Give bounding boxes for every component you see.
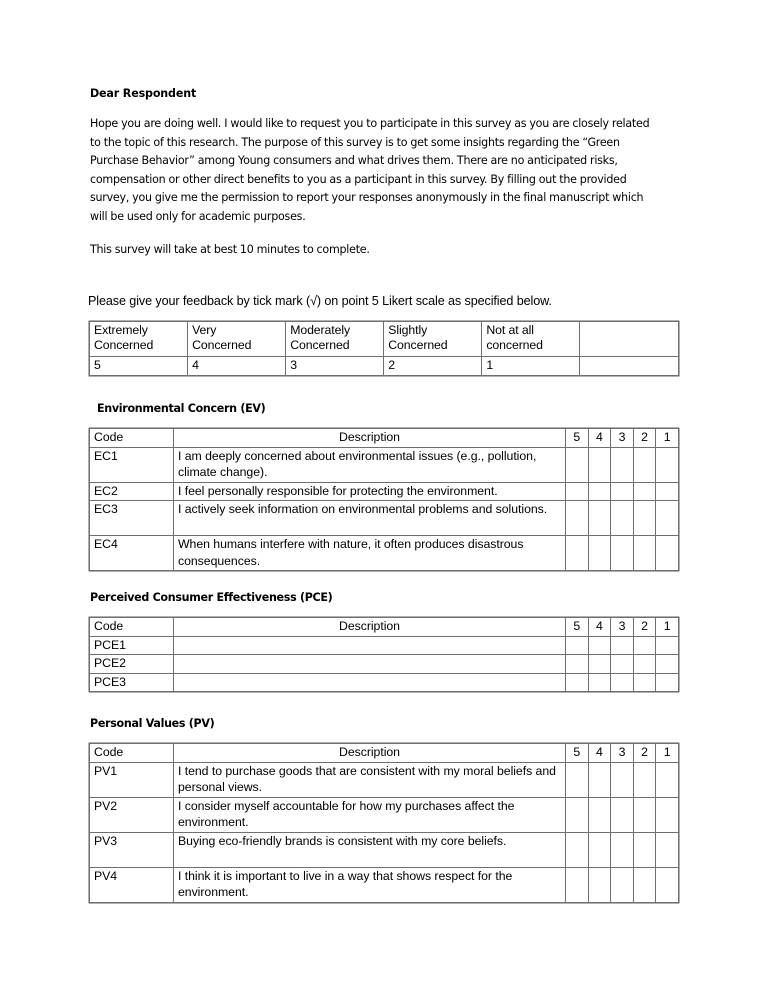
likert-label-cell [90,322,188,357]
item-description [174,655,566,673]
table-row [90,763,679,798]
header-code: Code [90,429,174,448]
item-code: EC1 [90,448,174,483]
item-code: PV3 [90,833,174,868]
header-rating-2: 2 [633,744,656,763]
header-rating-5: 5 [566,429,589,448]
rating-checkbox-4[interactable] [588,798,611,833]
table-row [90,536,679,571]
rating-checkbox-2[interactable] [633,483,656,501]
rating-checkbox-4[interactable] [588,763,611,798]
rating-checkbox-5[interactable] [566,536,589,571]
rating-checkbox-2[interactable] [633,448,656,483]
likert-value-cell: 4 [188,357,286,376]
rating-checkbox-4[interactable] [588,483,611,501]
item-code: PCE1 [90,637,174,655]
likert-label-line1: Very [192,323,217,337]
table-row [90,833,679,868]
header-description: Description [174,618,566,637]
rating-checkbox-3[interactable] [611,536,634,571]
item-description: Buying eco-friendly brands is consistent with my core beliefs. [174,833,566,868]
likert-value-cell-empty [580,357,678,376]
rating-checkbox-5[interactable] [566,868,589,903]
rating-checkbox-1[interactable] [656,868,679,903]
rating-checkbox-1[interactable] [656,673,679,691]
rating-checkbox-2[interactable] [633,798,656,833]
letter-body [90,86,660,259]
header-code: Code [90,744,174,763]
header-rating-1: 1 [656,744,679,763]
rating-checkbox-2[interactable] [633,655,656,673]
likert-instruction: Please give your feedback by tick mark (√) on point 5 Likert scale as specified below. [88,294,552,308]
header-description: Description [174,429,566,448]
header-rating-5: 5 [566,618,589,637]
rating-checkbox-3[interactable] [611,655,634,673]
rating-checkbox-5[interactable] [566,655,589,673]
likert-label-cell [286,322,384,357]
rating-checkbox-2[interactable] [633,536,656,571]
header-rating-5: 5 [566,744,589,763]
rating-checkbox-1[interactable] [656,763,679,798]
rating-checkbox-1[interactable] [656,798,679,833]
rating-checkbox-1[interactable] [656,483,679,501]
rating-checkbox-4[interactable] [588,655,611,673]
likert-label-row [90,322,679,357]
personal-values-table [89,743,679,903]
likert-value-cell: 1 [482,357,580,376]
table-row [90,483,679,501]
rating-checkbox-3[interactable] [611,637,634,655]
likert-label-line2: Concerned [192,338,252,352]
table-row [90,655,679,673]
likert-value-cell: 5 [90,357,188,376]
rating-checkbox-3[interactable] [611,448,634,483]
table-row [90,868,679,903]
salutation: Dear Respondent [90,87,197,100]
item-code: PV4 [90,868,174,903]
item-code: EC3 [90,501,174,536]
item-description: I am deeply concerned about environmental issues (e.g., pollution, climate change). [174,448,566,483]
personal-values-table-wrapper [89,743,679,903]
item-code: PCE2 [90,655,174,673]
rating-checkbox-1[interactable] [656,655,679,673]
rating-checkbox-4[interactable] [588,501,611,536]
table-row [90,798,679,833]
table-header-row [90,618,679,637]
section-heading-personal-values: Personal Values (PV) [90,717,215,730]
rating-checkbox-2[interactable] [633,637,656,655]
duration-paragraph: This survey will take at best 10 minutes to complete. [90,242,370,256]
rating-checkbox-3[interactable] [611,763,634,798]
header-rating-2: 2 [633,429,656,448]
rating-checkbox-1[interactable] [656,536,679,571]
item-code: PV2 [90,798,174,833]
likert-value-row [90,357,679,376]
rating-checkbox-3[interactable] [611,833,634,868]
rating-checkbox-4[interactable] [588,637,611,655]
rating-checkbox-2[interactable] [633,673,656,691]
rating-checkbox-5[interactable] [566,673,589,691]
table-header-row [90,744,679,763]
item-description: I think it is important to live in a way that shows respect for the environment. [174,868,566,903]
header-rating-3: 3 [611,618,634,637]
item-code: EC2 [90,483,174,501]
header-rating-4: 4 [588,429,611,448]
pce-table-wrapper [89,617,679,692]
item-description [174,637,566,655]
table-row [90,673,679,691]
header-rating-4: 4 [588,744,611,763]
header-rating-3: 3 [611,744,634,763]
likert-scale-table-wrapper [89,321,679,376]
rating-checkbox-1[interactable] [656,833,679,868]
item-code: PV1 [90,763,174,798]
likert-label-line2: concerned [486,338,543,352]
rating-checkbox-5[interactable] [566,798,589,833]
likert-label-line2: Concerned [290,338,350,352]
table-row [90,448,679,483]
table-row [90,501,679,536]
environmental-concern-table [89,428,679,571]
likert-label-line1: Not at all [486,323,534,337]
perceived-consumer-effectiveness-table [89,617,679,692]
likert-label-cell [482,322,580,357]
likert-label-line2: Concerned [388,338,448,352]
header-rating-1: 1 [656,429,679,448]
likert-label-line1: Slightly [388,323,428,337]
header-rating-4: 4 [588,618,611,637]
likert-label-line1: Moderately [290,323,351,337]
likert-value-cell: 3 [286,357,384,376]
rating-checkbox-3[interactable] [611,798,634,833]
rating-checkbox-5[interactable] [566,501,589,536]
likert-label-line1: Extremely [94,323,148,337]
rating-checkbox-1[interactable] [656,501,679,536]
likert-label-cell-empty [580,322,678,357]
rating-checkbox-5[interactable] [566,637,589,655]
rating-checkbox-1[interactable] [656,448,679,483]
item-description: I actively seek information on environmental problems and solutions. [174,501,566,536]
likert-scale-table [89,321,679,376]
section-heading-perceived-consumer-effectiveness: Perceived Consumer Effectiveness (PCE) [90,591,333,604]
rating-checkbox-4[interactable] [588,673,611,691]
item-description: I feel personally responsible for protecting the environment. [174,483,566,501]
rating-checkbox-3[interactable] [611,868,634,903]
rating-checkbox-5[interactable] [566,448,589,483]
rating-checkbox-2[interactable] [633,763,656,798]
rating-checkbox-2[interactable] [633,501,656,536]
environmental-concern-table-wrapper [89,428,679,571]
likert-label-cell [384,322,482,357]
header-rating-2: 2 [633,618,656,637]
rating-checkbox-3[interactable] [611,673,634,691]
rating-checkbox-5[interactable] [566,483,589,501]
rating-checkbox-4[interactable] [588,833,611,868]
item-description: I tend to purchase goods that are consistent with my moral beliefs and personal views. [174,763,566,798]
intro-paragraph: Hope you are doing well. I would like to request you to participate in this survey as you are closely related to the topic of this research. The purpose of this survey is to get some insights regarding the “Green Purchase Behavior” among Young consumers and what drives them. There are no anticipated risks, compensation or other direct benefits to you as a participant in this survey. By filling out the provided survey, you give me the permission to report your responses anonymously in the final manuscript which will be used only for academic purposes. [90,117,650,223]
section-heading-environmental-concern: Environmental Concern (EV) [97,402,266,415]
item-code: EC4 [90,536,174,571]
rating-checkbox-3[interactable] [611,501,634,536]
header-description: Description [174,744,566,763]
header-code: Code [90,618,174,637]
rating-checkbox-1[interactable] [656,637,679,655]
rating-checkbox-4[interactable] [588,536,611,571]
rating-checkbox-2[interactable] [633,868,656,903]
rating-checkbox-5[interactable] [566,763,589,798]
likert-label-cell [188,322,286,357]
rating-checkbox-2[interactable] [633,833,656,868]
rating-checkbox-4[interactable] [588,448,611,483]
header-rating-3: 3 [611,429,634,448]
item-description: I consider myself accountable for how my purchases affect the environment. [174,798,566,833]
item-description [174,673,566,691]
likert-label-line2: Concerned [94,338,154,352]
rating-checkbox-3[interactable] [611,483,634,501]
item-description: When humans interfere with nature, it often produces disastrous consequences. [174,536,566,571]
table-header-row [90,429,679,448]
likert-value-cell: 2 [384,357,482,376]
table-row [90,637,679,655]
item-code: PCE3 [90,673,174,691]
header-rating-1: 1 [656,618,679,637]
rating-checkbox-5[interactable] [566,833,589,868]
rating-checkbox-4[interactable] [588,868,611,903]
